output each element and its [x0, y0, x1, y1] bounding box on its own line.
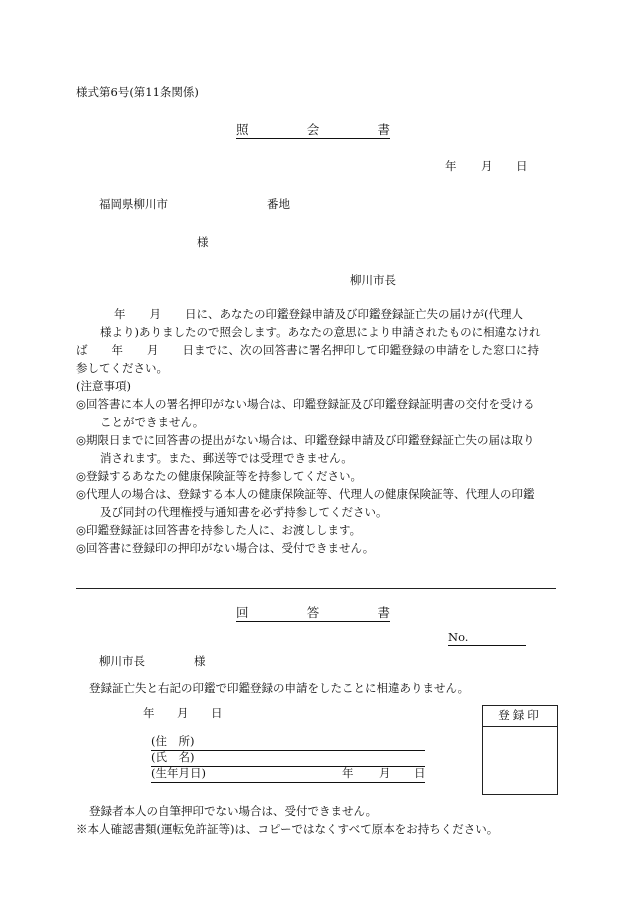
- notes-heading: (注意事項): [76, 379, 131, 393]
- address-field[interactable]: (住 所): [151, 736, 425, 751]
- section-divider: [76, 588, 556, 589]
- address-prefix: 福岡県柳川市: [99, 197, 168, 211]
- note-item-cont: 消されます。また、郵送等では受理できません。: [100, 451, 353, 465]
- sender: 柳川市長: [350, 273, 396, 287]
- birthdate-field[interactable]: (生年月日) 年 月 日: [151, 768, 425, 783]
- registration-seal-box[interactable]: [482, 705, 558, 795]
- reply-date-year: 年: [143, 706, 155, 720]
- note-item: ◎印鑑登録証は回答書を持参した人に、お渡しします。: [76, 523, 362, 537]
- reply-date-month: 月: [177, 706, 189, 720]
- form-number: 様式第6号(第11条関係): [76, 85, 199, 99]
- body-line: ば 年 月 日までに、次の回答書に署名押印して印鑑登録の申請をした窓口に持: [76, 343, 539, 357]
- addressee-honorific: 様: [197, 235, 209, 249]
- inquiry-date-year: 年: [445, 159, 457, 173]
- inquiry-date-day: 日: [516, 159, 528, 173]
- reply-title-char: 答: [306, 605, 320, 620]
- name-field[interactable]: (氏 名): [151, 752, 425, 767]
- note-item: ◎期限日までに回答書の提出がない場合は、印鑑登録申請及び印鑑登録証亡失の届は取り: [76, 433, 535, 447]
- body-line: 年 月 日に、あなたの印鑑登録申請及び印鑑登録証亡失の届けが(代理人: [114, 307, 523, 321]
- note-item-cont: ことができません。: [100, 415, 205, 429]
- inquiry-title-char: 照: [236, 122, 249, 137]
- reply-number: No.: [448, 631, 526, 646]
- inquiry-date-month: 月: [481, 159, 493, 173]
- inquiry-body: [76, 305, 556, 557]
- inquiry-title-char: 書: [377, 122, 390, 137]
- body-line: 参してください。: [76, 361, 168, 375]
- reply-statement: 登録証亡失と右記の印鑑で印鑑登録の申請をしたことに相違ありません。: [89, 681, 470, 695]
- note-item: ◎代理人の場合は、登録する本人の健康保険証等、代理人の健康保険証等、代理人の印鑑: [76, 487, 535, 501]
- note-item: ◎登録するあなたの健康保険証等を持参してください。: [76, 469, 363, 483]
- reply-title-char: 回: [236, 605, 249, 620]
- body-line: 様より)ありましたので照会します。あなたの意思により申請されたものに相違なけれ: [100, 325, 541, 339]
- footer-note-1: 登録者本人の自筆押印でない場合は、受付できません。: [89, 804, 378, 818]
- reply-date-day: 日: [211, 706, 223, 720]
- inquiry-title-char: 会: [306, 122, 320, 137]
- note-item: ◎回答書に登録印の押印がない場合は、受付できません。: [76, 541, 375, 555]
- reply-title: [236, 605, 390, 622]
- birth-day: 日: [414, 766, 426, 781]
- note-item: ◎回答書に本人の署名押印がない場合は、印鑑登録証及び印鑑登録証明書の交付を受ける: [76, 397, 535, 411]
- reply-honorific: 様: [194, 654, 206, 668]
- birth-month: 月: [379, 766, 391, 781]
- footer-note-2: ※本人確認書類(運転免許証等)は、コピーではなくすべて原本をお持ちください。: [76, 822, 499, 836]
- note-item-cont: 及び同封の代理権授与通知書を必ず持参してください。: [100, 505, 388, 519]
- inquiry-title: [236, 122, 390, 139]
- seal-label: 登録印: [483, 706, 557, 727]
- reply-addressee: 柳川市長: [99, 654, 145, 668]
- reply-title-char: 書: [377, 605, 390, 620]
- address-suffix: 番地: [267, 197, 290, 211]
- birth-year: 年: [342, 766, 354, 781]
